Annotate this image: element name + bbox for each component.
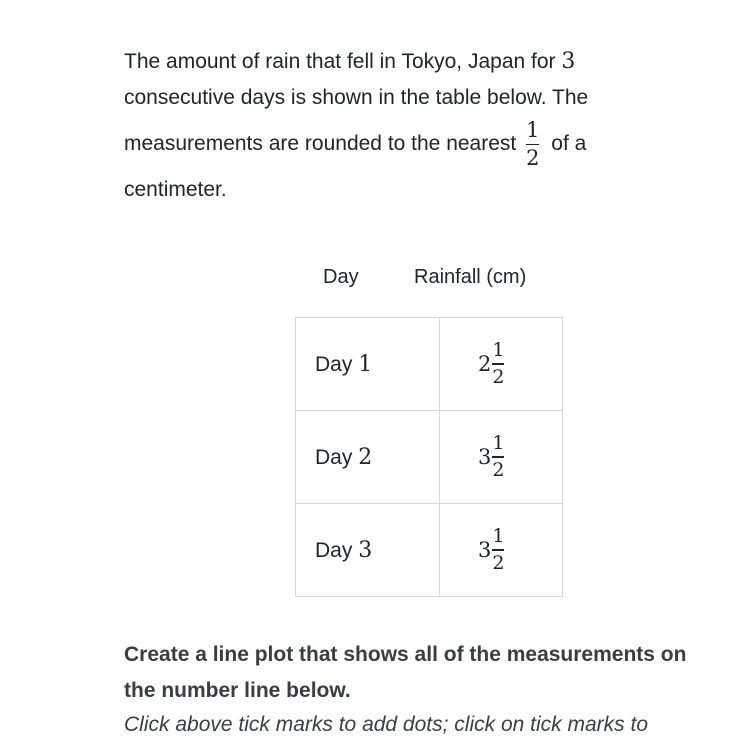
rainfall-cell <box>440 504 563 597</box>
days-count: 3 <box>561 49 576 74</box>
table-header <box>295 266 563 294</box>
problem-statement <box>124 44 664 208</box>
interaction-hint: Click above tick marks to add dots; click on tick marks to <box>124 713 649 736</box>
rainfall-value: 3 $\frac{1}{2}$ <box>478 525 505 574</box>
rainfall-cell <box>440 318 563 411</box>
instruction-text: Create a line plot that shows all of the measurements on the number line below. <box>124 643 687 702</box>
table-row <box>296 411 563 504</box>
day-cell: Day 2 <box>296 411 440 504</box>
half-fraction: $\frac{1}{2}$ <box>526 117 540 171</box>
table-row <box>296 504 563 597</box>
intro-line-3: measurements are rounded to the nearest $\frac{1}{2}$ of a <box>124 117 587 171</box>
intro-line-2: consecutive days is shown in the table below. The <box>124 86 589 109</box>
rainfall-value: 2 $\frac{1}{2}$ <box>478 339 505 388</box>
day-cell: Day 3 <box>296 504 440 597</box>
intro-line-4: centimeter. <box>124 178 227 201</box>
column-header-rainfall: Rainfall (cm) <box>414 266 527 288</box>
column-header-day: Day <box>323 266 359 288</box>
intro-line-1: The amount of rain that fell in Tokyo, Japan for 3 <box>124 49 576 74</box>
table-row <box>296 318 563 411</box>
rainfall-table <box>295 317 563 597</box>
rainfall-value: 3 $\frac{1}{2}$ <box>478 432 505 481</box>
day-cell: Day 1 <box>296 318 440 411</box>
rainfall-cell <box>440 411 563 504</box>
